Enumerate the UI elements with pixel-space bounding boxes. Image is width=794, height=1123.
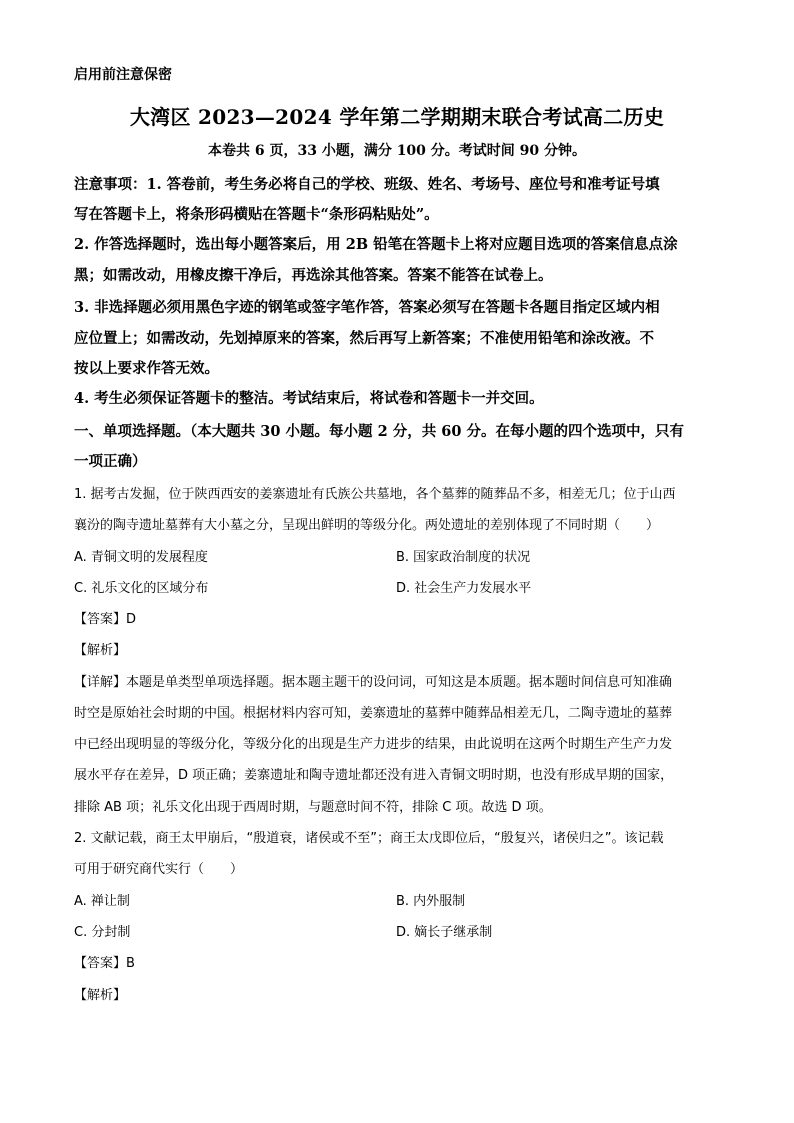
q2-option-c: C. 分封制 (74, 925, 131, 940)
page-title: 大湾区 2023—2024 学年第二学期期末联合考试高二历史 (129, 105, 665, 129)
q1-option-d: D. 社会生产力发展水平 (396, 581, 532, 596)
notes-line-6: 应位置上；如需改动，先划掉原来的答案，然后再写上新答案；不准使用铅笔和涂改液。不 (74, 330, 654, 347)
q2-option-d: D. 嫡长子继承制 (396, 925, 493, 940)
q1-detail-line-1: 【详解】本题是单类型单项选择题。据本题主题干的设问词，可知这是本质题。据本题时间信息可知准确 (74, 675, 673, 690)
section-heading-line-2: 一项正确） (74, 453, 147, 470)
notes-line-4: 黑；如需改动，用橡皮擦干净后，再选涂其他答案。答案不能答在试卷上。 (74, 267, 553, 284)
notes-line-2: 写在答题卡上，将条形码横贴在答题卡“条形码粘贴处”。 (74, 206, 439, 223)
notes-line-3: 2. 作答选择题时，选出每小题答案后，用 2B 铅笔在答题卡上将对应题目选项的答案信息点涂 (74, 236, 678, 253)
q2-stem-line-1: 2. 文献记载，商王太甲崩后，“殷道衰，诸侯或不至”；商王太戊即位后，“殷复兴，诸侯归之”。该记载 (74, 831, 664, 846)
q2-answer: 【答案】B (74, 956, 135, 971)
q1-detail-line-2: 时空是原始社会时期的中国。根据材料内容可知，姜寨遗址的墓葬中随葬品相差无几，二陶寺遗址的墓葬 (74, 706, 673, 721)
q1-detail-line-5: 排除 AB 项；礼乐文化出现于西周时期，与题意时间不符，排除 C 项。故选 D 项。 (74, 800, 552, 815)
q1-option-a: A. 青铜文明的发展程度 (74, 550, 208, 565)
q2-analysis-label: 【解析】 (74, 988, 127, 1003)
q2-option-a: A. 禅让制 (74, 894, 130, 909)
q2-option-b: B. 内外服制 (396, 894, 466, 909)
notes-line-7: 按以上要求作答无效。 (74, 360, 219, 377)
q1-option-c: C. 礼乐文化的区域分布 (74, 581, 209, 596)
q1-answer: 【答案】D (74, 612, 137, 627)
section-heading-line-1: 一、单项选择题。（本大题共 30 小题。每小题 2 分，共 60 分。在每小题的四个选项中，只有 (74, 423, 684, 440)
q1-stem-line-2: 襄汾的陶寺遗址墓葬有大小墓之分，呈现出鲜明的等级分化。两处遗址的差别体现了不同时期（ ） (74, 518, 660, 533)
q1-detail-line-4: 展水平存在差异，D 项正确；姜寨遗址和陶寺遗址都还没有进入青铜文明时期，也没有形成早期的国家， (74, 768, 674, 783)
notes-line-8: 4. 考生必须保证答题卡的整洁。考试结束后，将试卷和答题卡一并交回。 (74, 390, 544, 407)
confidential-note: 启用前注意保密 (74, 67, 172, 83)
q1-detail-line-3: 中已经出现明显的等级分化，等级分化的出现是生产力进步的结果，由此说明在这两个时期生产生产力发 (74, 737, 673, 752)
q1-stem-line-1: 1. 据考古发掘，位于陕西西安的姜寨遗址有氏族公共墓地，各个墓葬的随葬品不多，相差无几；位于山西 (74, 487, 676, 502)
q1-option-b: B. 国家政治制度的状况 (396, 550, 531, 565)
q1-analysis-label: 【解析】 (74, 643, 127, 658)
notes-line-1: 注意事项：1. 答卷前，考生务必将自己的学校、班级、姓名、考场号、座位号和准考证号填 (74, 176, 660, 193)
page-subtitle: 本卷共 6 页，33 小题，满分 100 分。考试时间 90 分钟。 (207, 143, 587, 159)
notes-line-5: 3. 非选择题必须用黑色字迹的钢笔或签字笔作答，答案必须写在答题卡各题目指定区域内相 (74, 299, 660, 316)
q2-stem-line-2: 可用于研究商代实行（ ） (74, 862, 244, 877)
